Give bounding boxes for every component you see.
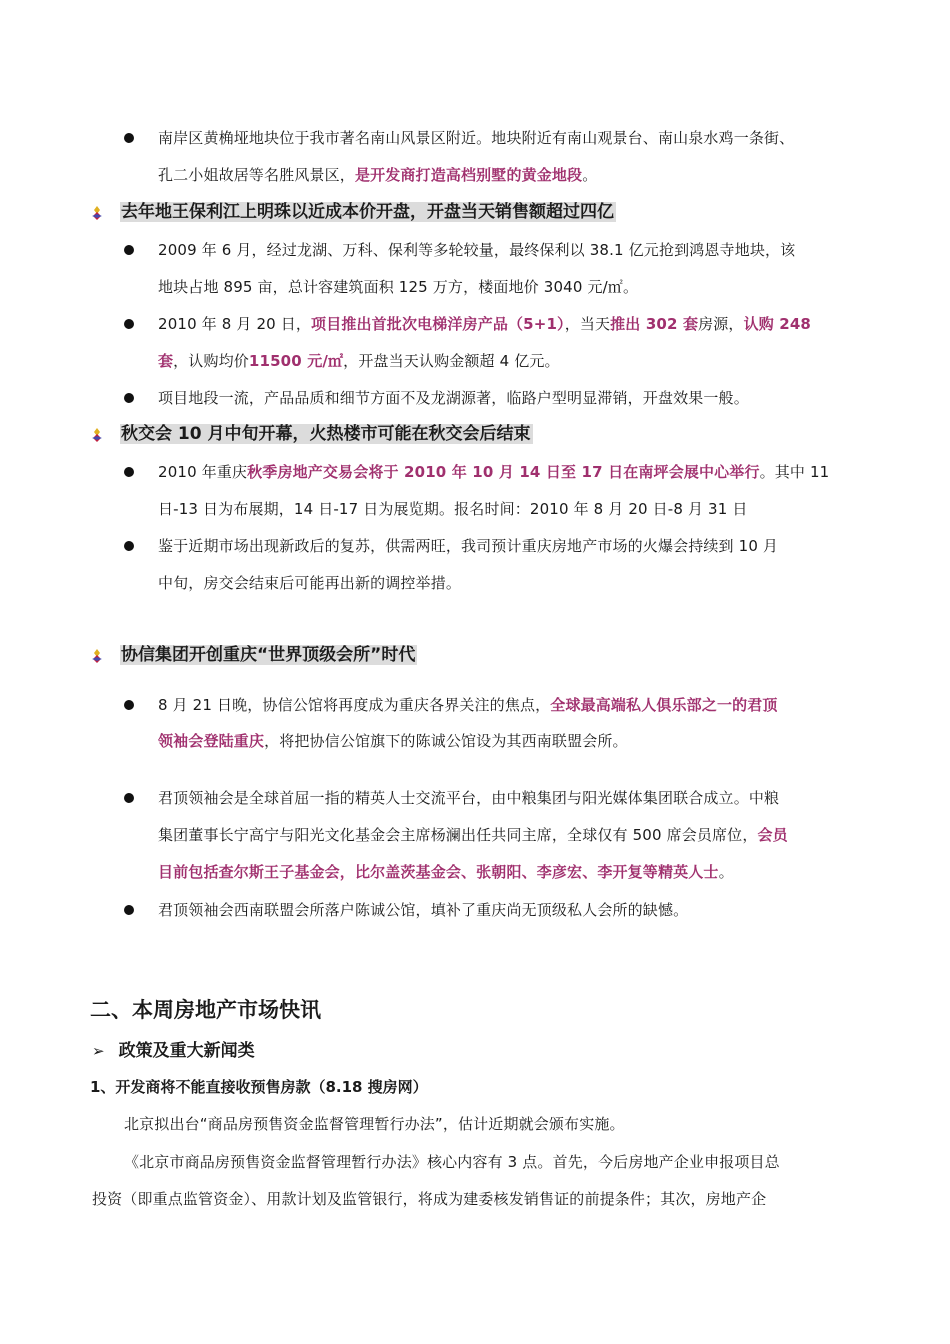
paragraph-line xyxy=(158,388,749,408)
highlight-text: 推出 302 套 xyxy=(610,315,699,333)
paragraph-line xyxy=(158,462,829,482)
text-run: 南岸区黄桷垭地块位于我市著名南山风景区附近。地块附近有南山观景台、南山泉水鸡一条街、 xyxy=(158,129,795,147)
text-run: ，当天 xyxy=(564,315,611,333)
text-run: 孔二小姐故居等名胜风景区， xyxy=(158,166,355,184)
paragraph-line xyxy=(158,314,811,334)
paragraph-line xyxy=(158,536,778,556)
text-run: ，开盘当天认购金额超 4 亿元。 xyxy=(343,352,560,370)
text-run: 地块占地 895 亩，总计容建筑面积 125 万方，楼面地价 3040 元/㎡。 xyxy=(158,278,639,296)
paragraph-line xyxy=(158,862,734,882)
highlight-text: 目前包括查尔斯王子基金会，比尔盖茨基金会、张朝阳、李彦宏、李开复等精英人士 xyxy=(158,863,719,881)
paragraph-line xyxy=(158,128,794,148)
paragraph-line: 北京拟出台“商品房预售资金监督管理暂行办法”，估计近期就会颁布实施。 xyxy=(124,1115,625,1133)
paragraph-line xyxy=(158,499,747,519)
paragraph-line xyxy=(158,695,778,715)
paragraph-line: 《北京市商品房预售资金监督管理暂行办法》核心内容有 3 点。首先，今后房地产企业申报项目总 xyxy=(124,1153,780,1171)
paragraph-line xyxy=(158,240,795,260)
paragraph-line xyxy=(158,900,688,920)
heading-text: 协信集团开创重庆“世界顶级会所”时代 xyxy=(121,645,416,665)
highlight-text: 会员 xyxy=(757,826,788,844)
text-run: 2009 年 6 月，经过龙湖、万科、保利等多轮较量，最终保利以 38.1 亿元抢到鸿恩寺地块，该 xyxy=(158,241,796,259)
text-run: 君顶领袖会西南联盟会所落户陈诚公馆，填补了重庆尚无顶级私人会所的缺憾。 xyxy=(158,901,689,919)
text-run: 2010 年重庆 xyxy=(158,463,248,481)
paragraph-line xyxy=(158,351,560,371)
section-heading xyxy=(90,642,417,668)
text-run: 。 xyxy=(582,166,598,184)
heading-text: 秋交会 10 月中旬开幕，火热楼市可能在秋交会后结束 xyxy=(121,424,531,444)
diamond-arrow-icon xyxy=(90,202,112,222)
paragraph-line xyxy=(158,165,597,185)
text-run: 中旬，房交会结束后可能再出新的调控举措。 xyxy=(158,574,462,592)
bullet-dot-icon xyxy=(124,905,134,915)
text-run: ，认购均价 xyxy=(173,352,249,370)
text-run: ，将把协信公馆旗下的陈诚公馆设为其西南联盟会所。 xyxy=(264,732,628,750)
subsection-title xyxy=(92,1036,255,1061)
section-heading xyxy=(90,199,616,225)
highlight-text: 全球最高端私人俱乐部之一的君顶 xyxy=(550,696,778,714)
bullet-dot-icon xyxy=(124,541,134,551)
highlight-text: 11500 元/㎡ xyxy=(248,352,344,370)
diamond-arrow-icon xyxy=(90,645,112,665)
text-run: 集团董事长宁高宁与阳光文化基金会主席杨澜出任共同主席，全球仅有 500 席会员席位， xyxy=(158,826,758,844)
bullet-dot-icon xyxy=(124,793,134,803)
arrow-bullet-icon: ➢ xyxy=(92,1042,105,1060)
paragraph-line xyxy=(158,573,461,593)
subsection-title-text: 政策及重大新闻类 xyxy=(118,1041,255,1061)
paragraph-line xyxy=(158,731,628,751)
text-run: 。其中 11 xyxy=(759,463,830,481)
bullet-dot-icon xyxy=(124,467,134,477)
highlight-text: 领袖会登陆重庆 xyxy=(158,732,265,750)
bullet-dot-icon xyxy=(124,700,134,710)
text-run: 鉴于近期市场出现新政后的复苏，供需两旺，我司预计重庆房地产市场的火爆会持续到 10 月 xyxy=(158,537,779,555)
news-item-title: 1、开发商将不能直接收预售房款（8.18 搜房网） xyxy=(90,1078,428,1096)
text-run: 日-13 日为布展期，14 日-17 日为展览期。报名时间：2010 年 8 月 20 日-8 月 31 日 xyxy=(158,500,748,518)
highlight-text: 项目推出首批次电梯洋房产品（5+1） xyxy=(311,315,565,333)
heading-text: 去年地王保利江上明珠以近成本价开盘，开盘当天销售额超过四亿 xyxy=(121,202,614,222)
text-run: 2010 年 8 月 20 日， xyxy=(158,315,312,333)
bullet-dot-icon xyxy=(124,393,134,403)
highlight-text: 是开发商打造高档别墅的黄金地段 xyxy=(354,166,583,184)
bullet-dot-icon xyxy=(124,245,134,255)
section-title: 二、本周房地产市场快讯 xyxy=(90,998,321,1022)
bullet-dot-icon xyxy=(124,319,134,329)
diamond-arrow-icon xyxy=(90,424,112,444)
paragraph-line xyxy=(158,277,638,297)
bullet-dot-icon xyxy=(124,133,134,143)
highlight-text: 认购 248 xyxy=(743,315,812,333)
section-heading xyxy=(90,421,533,447)
paragraph-line: 投资（即重点监管资金）、用款计划及监管银行，将成为建委核发销售证的前提条件；其次，房地产企 xyxy=(92,1190,767,1208)
text-run: 8 月 21 日晚，协信公馆将再度成为重庆各界关注的焦点， xyxy=(158,696,551,714)
text-run: 。 xyxy=(718,863,734,881)
text-run: 项目地段一流，产品品质和细节方面不及龙湖源著，临路户型明显滞销，开盘效果一般。 xyxy=(158,389,749,407)
highlight-text: 秋季房地产交易会将于 2010 年 10 月 14 日至 17 日在南坪会展中心举行 xyxy=(247,463,760,481)
paragraph-line xyxy=(158,825,788,845)
text-run: 君顶领袖会是全球首屈一指的精英人士交流平台，由中粮集团与阳光媒体集团联合成立。中粮 xyxy=(158,789,780,807)
paragraph-line xyxy=(158,788,779,808)
text-run: 房源， xyxy=(698,315,744,333)
highlight-text: 套 xyxy=(158,352,174,370)
